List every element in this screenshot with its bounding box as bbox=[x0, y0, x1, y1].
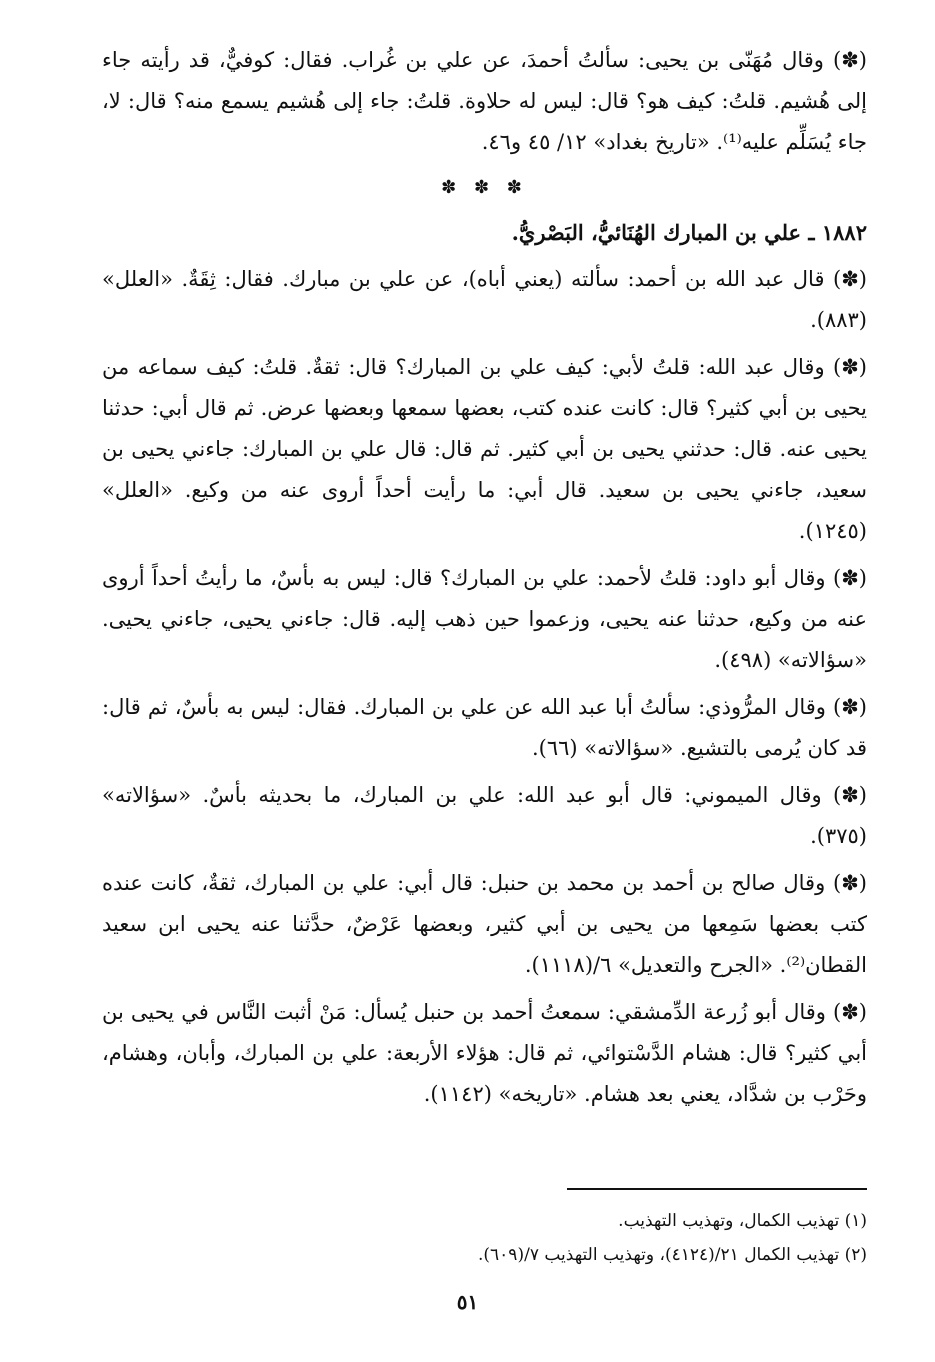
entry-heading: ١٨٨٢ ـ علي بن المبارك الهُنَائيُّ، البَصْريُّ. bbox=[511, 220, 867, 245]
footnotes-section bbox=[102, 1188, 867, 1272]
paragraph-salih-ibn-ahmad: (✽) وقال صالح بن أحمد بن محمد بن حنبل: قال أبي: علي بن المبارك، ثقةٌ، كانت عنده كتب بعضها سَمِعها من يحيى بن أبي كثير، وبعضها عَرْضٌ، حدَّثنا عنه يحيى ابن سعيد القطان⁽²⁾. «الجرح والتعديل» ٦/(١١١٨). bbox=[102, 871, 867, 977]
footnote-1: (١) تهذيب الكمال، وتهذيب التهذيب. bbox=[618, 1211, 867, 1231]
paragraph-al-marrudhi: (✽) وقال المرُّوذي: سألتُ أبا عبد الله عن علي بن المبارك. فقال: ليس به بأسٌ، ثم قال: قد كان يُرمى بالتشيع. «سؤالاته» (٦٦). bbox=[102, 695, 867, 760]
paragraph-abu-zura: (✽) وقال أبو زُرعة الدِّمشقي: سمعتُ أحمد بن حنبل يُسأل: مَنْ أثبت النَّاس في يحيى بن أبي كثير؟ قال: هشام الدَّسْتوائي، ثم قال: هؤلاء الأربعة: علي بن المبارك، وأبان، وهشام، وحَرْب بن شدَّاد، يعني بعد هشام. «تاريخه» (١١٤٢). bbox=[102, 1000, 867, 1106]
section-separator: ✽ ✽ ✽ bbox=[441, 177, 528, 198]
paragraph-abdullah-asked-father: (✽) وقال عبد الله: قلتُ لأبي: كيف علي بن المبارك؟ قال: ثقةٌ. قلتُ: كيف سماعه من يحيى بن أبي كثير؟ قال: كانت عنده كتب، بعضها سمعها وبعضها عرض. ثم قال أبي: حدثنا يحيى عنه. قال: حدثني يحيى بن أبي كثير. ثم قال: قال علي بن المبارك: جاءني يحيى بن سعيد، جاءني يحيى بن سعيد. قال أبي: ما رأيت أحداً أروى عنه من وكيع. «العلل» (١٢٤٥). bbox=[102, 355, 867, 543]
page-number: ٥١ bbox=[456, 1290, 479, 1314]
footnote-2: (٢) تهذيب الكمال ٢١/(٤١٢٤)، وتهذيب التهذيب ٧/(٦٠٩). bbox=[477, 1245, 867, 1265]
paragraph-al-maymuni: (✽) وقال الميموني: قال أبو عبد الله: علي بن المبارك، ما بحديثه بأسٌ. «سؤالاته» (٣٧٥). bbox=[102, 783, 867, 848]
paragraph-ali-ibn-ghurab: (✽) وقال مُهَنّى بن يحيى: سألتُ أحمدَ، عن علي بن غُراب. فقال: كوفيٌّ، قد رأيته جاء إلى هُشيم. قلتُ: كيف هو؟ قال: ليس له حلاوة. قلتُ: جاء إلى هُشيم يسمع منه؟ قال: لا، جاء يُسَلِّم عليه⁽¹⁾. «تاريخ بغداد» ١٢/ ٤٥ و٤٦. bbox=[102, 48, 867, 154]
main-text-column bbox=[102, 40, 867, 1115]
paragraph-abdullah-ibn-ahmad: (✽) قال عبد الله بن أحمد: سألته (يعني أباه)، عن علي بن مبارك. فقال: ثِقَةٌ. «العلل» (٨٨٣). bbox=[102, 267, 867, 332]
paragraph-abu-dawud: (✽) وقال أبو داود: قلتُ لأحمد: علي بن المبارك؟ قال: ليس به بأسٌ، ما رأيتُ أحداً أروى عنه من وكيع، حدثنا عنه يحيى، وزعموا حين ذهب إليه. قال: جاءني يحيى، جاءني يحيى. «سؤالاته» (٤٩٨). bbox=[102, 566, 867, 672]
